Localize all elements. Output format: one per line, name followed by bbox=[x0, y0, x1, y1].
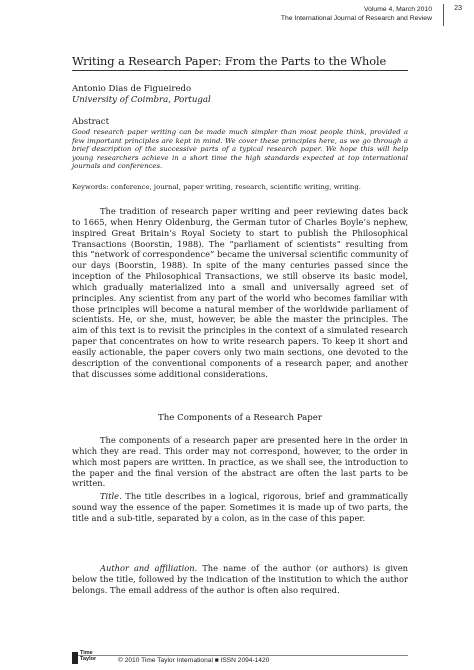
footer-copyright: © 2010 Time Taylor International ■ ISSN 2094-1420 bbox=[118, 657, 270, 664]
author-affiliation: University of Coimbra, Portugal bbox=[72, 94, 211, 105]
keywords: Keywords: conference, journal, paper writing, research, scientific writing, writing. bbox=[72, 183, 361, 191]
running-header bbox=[281, 5, 432, 23]
volume-line: Volume 4, March 2010 bbox=[363, 6, 432, 13]
journal-name: The International Journal of Research and Review bbox=[280, 15, 432, 22]
author-paragraph bbox=[72, 563, 408, 596]
logo-mark-icon bbox=[72, 652, 78, 664]
footer-divider bbox=[72, 655, 408, 656]
author-block bbox=[72, 84, 211, 106]
components-paragraph: The components of a research paper are presented here in the order in which they are read. This order may not correspond, however, to the order in which most papers are written. In practice, as we shall see, the introduction to the paper and the final version of the abstract are often the last parts to be written. bbox=[72, 435, 408, 489]
author-affiliation-term: Author and affiliation bbox=[100, 563, 195, 573]
publisher-logo bbox=[72, 652, 112, 666]
abstract-text: Good research paper writing can be made much simpler than most people think, provided a few important principles are kept in mind. We cover these principles here, as we go through a brief description of the successive parts of a typical research paper. We hope this will help young researchers achieve in a short time the high standards expected at top international journals and conferences. bbox=[72, 128, 408, 171]
page-number: 23 bbox=[454, 5, 462, 12]
intro-paragraph: The tradition of research paper writing and peer reviewing dates back to 1665, when Henry Oldenburg, the German tutor of Charles Boyle’s nephew, inspired Great Britain’s Royal Society to start to publish the Philosophical Transactions (Boorstin, 1988). The “parliament of scientists” resulting from this “network of correspondence” became the universal scientific community of our days (Boorstin, 1988). In spite of the many centuries passed since the inception of the Philosophical Transactions, we still observe its basic model, which gradually materialized into a small and universally agreed set of principles. Any scientist from any part of the world who becomes familiar with those principles will become a natural member of the worldwide parliament of scientists. He, or she, must, however, be able the master the principles. The aim of this text is to revisit the principles in the context of a simulated research paper that concentrates on how to write research papers. To keep it short and easily actionable, the paper covers only two main sections, one devoted to the description of the conventional components of a research paper, and another that discusses some additional considerations. bbox=[72, 206, 409, 379]
author-name: Antonio Dias de Figueiredo bbox=[72, 84, 192, 94]
title-description: . The title describes in a logical, rigorous, brief and grammatically sound way the essence of the paper. Sometimes it is made up of two parts, the title and a sub-title, separated by a colon, as in the case of this paper. bbox=[72, 491, 408, 523]
title-underline bbox=[72, 70, 408, 71]
section-heading: The Components of a Research Paper bbox=[158, 413, 322, 423]
title-term: Title bbox=[100, 491, 120, 501]
logo-word-2: Taylor bbox=[80, 655, 97, 662]
header-divider bbox=[443, 4, 444, 26]
title-paragraph bbox=[72, 491, 408, 524]
logo-word-1: Time bbox=[80, 650, 93, 656]
abstract-heading: Abstract bbox=[72, 117, 110, 127]
paper-title: Writing a Research Paper: From the Parts to the Whole bbox=[72, 54, 387, 68]
author-affiliation-description: . The name of the author (or authors) is given below the title, followed by the indication of the institution to which the author belongs. The email address of the author is often also required. bbox=[72, 563, 408, 595]
